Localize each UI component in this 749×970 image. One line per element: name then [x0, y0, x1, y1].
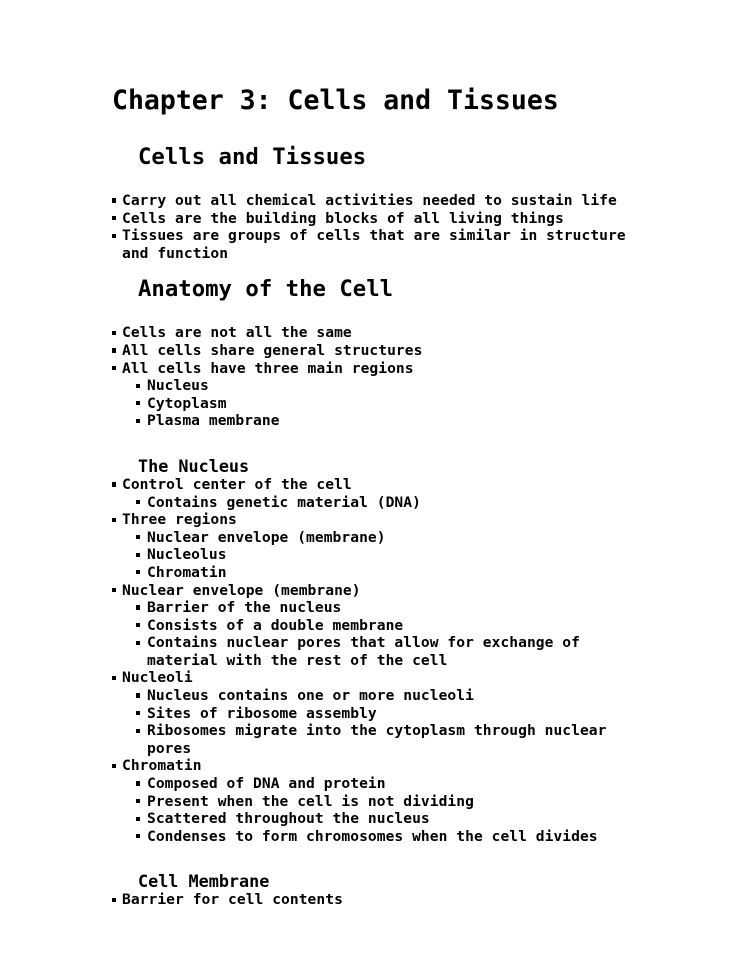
square-bullet-icon — [136, 693, 140, 697]
list-item-label: Composed of DNA and protein — [147, 775, 386, 793]
list-item — [147, 775, 637, 793]
list-item-label: Present when the cell is not dividing — [147, 792, 474, 810]
bullet-list-anatomy-of-the-cell — [0, 324, 749, 430]
list-item-label: Contains nuclear pores that allow for exchange of material with the rest of the cell — [147, 634, 580, 669]
square-bullet-icon — [136, 384, 140, 388]
square-bullet-icon — [112, 518, 116, 522]
square-bullet-icon — [112, 898, 116, 902]
list-item — [122, 476, 632, 494]
list-item-label: Cytoplasm — [147, 394, 227, 412]
list-item — [147, 687, 637, 705]
spacer — [0, 302, 749, 324]
list-item-label: Nucleus — [147, 377, 209, 395]
page-title: Chapter 3: Cells and Tissues — [112, 85, 559, 116]
subsection-heading-cell-membrane: Cell Membrane — [138, 871, 270, 892]
spacer — [0, 170, 749, 192]
list-item-label: Cells are not all the same — [122, 324, 352, 342]
list-item — [147, 599, 637, 617]
square-bullet-icon — [136, 781, 140, 785]
list-item — [147, 494, 637, 512]
list-item-label: Barrier for cell contents — [122, 891, 343, 909]
list-item-label: Condenses to form chromosomes when the cell divides — [147, 827, 598, 845]
spacer — [0, 116, 749, 130]
list-item — [147, 828, 637, 846]
list-item-label: Chromatin — [147, 563, 227, 581]
square-bullet-icon — [112, 348, 116, 352]
list-item — [147, 377, 637, 395]
list-item-label: Ribosomes migrate into the cytoplasm through nuclear pores — [147, 722, 607, 757]
list-item — [122, 324, 632, 342]
square-bullet-icon — [136, 729, 140, 733]
list-item-label: Nucleoli — [122, 669, 193, 687]
spacer — [0, 845, 749, 871]
list-item-label: All cells share general structures — [122, 341, 423, 359]
square-bullet-icon — [136, 605, 140, 609]
square-bullet-icon — [136, 817, 140, 821]
list-item — [122, 757, 632, 775]
list-item-label: Nuclear envelope (membrane) — [147, 528, 386, 546]
square-bullet-icon — [112, 482, 116, 486]
square-bullet-icon — [112, 764, 116, 768]
bullet-list-the-nucleus — [0, 476, 749, 845]
list-item-label: Tissues are groups of cells that are similar in structure and function — [122, 227, 626, 262]
section-heading-cells-and-tissues: Cells and Tissues — [138, 144, 367, 170]
list-item — [122, 227, 632, 262]
list-item — [147, 546, 637, 564]
square-bullet-icon — [112, 234, 116, 238]
list-item-label: Consists of a double membrane — [147, 616, 404, 634]
square-bullet-icon — [136, 419, 140, 423]
square-bullet-icon — [136, 834, 140, 838]
bullet-list-cell-membrane — [0, 891, 749, 909]
section-heading-anatomy-of-the-cell: Anatomy of the Cell — [138, 276, 394, 303]
list-item — [147, 793, 637, 811]
square-bullet-icon — [112, 366, 116, 370]
list-item — [122, 669, 632, 687]
list-item — [122, 210, 632, 228]
list-item — [147, 810, 637, 828]
square-bullet-icon — [136, 535, 140, 539]
list-item — [122, 342, 632, 360]
square-bullet-icon — [136, 401, 140, 405]
list-item-label: Barrier of the nucleus — [147, 599, 342, 617]
list-item-label: Nucleus contains one or more nucleoli — [147, 687, 474, 705]
list-item — [147, 705, 637, 723]
list-item — [147, 564, 637, 582]
list-item — [147, 722, 637, 757]
square-bullet-icon — [136, 711, 140, 715]
list-item — [147, 617, 637, 635]
list-item — [147, 395, 637, 413]
list-item — [147, 634, 637, 669]
square-bullet-icon — [112, 198, 116, 202]
bullet-list-cells-and-tissues — [0, 192, 749, 262]
list-item-label: Nucleolus — [147, 546, 227, 564]
square-bullet-icon — [136, 553, 140, 557]
square-bullet-icon — [136, 623, 140, 627]
square-bullet-icon — [112, 588, 116, 592]
list-item — [122, 360, 632, 378]
spacer — [0, 430, 749, 456]
list-item-label: Control center of the cell — [122, 475, 352, 493]
list-item — [147, 412, 637, 430]
list-item — [122, 511, 632, 529]
list-item-label: All cells have three main regions — [122, 359, 414, 377]
list-item-label: Carry out all chemical activities needed to sustain life — [122, 192, 617, 209]
square-bullet-icon — [136, 799, 140, 803]
subsection-heading-the-nucleus: The Nucleus — [138, 455, 250, 476]
square-bullet-icon — [112, 331, 116, 335]
square-bullet-icon — [136, 500, 140, 504]
list-item-label: Plasma membrane — [147, 412, 280, 430]
list-item-label: Scattered throughout the nucleus — [147, 810, 430, 828]
square-bullet-icon — [136, 570, 140, 574]
list-item-label: Contains genetic material (DNA) — [147, 493, 421, 511]
list-item — [122, 582, 632, 600]
list-item-label: Sites of ribosome assembly — [147, 704, 377, 722]
list-item — [122, 891, 632, 909]
square-bullet-icon — [112, 216, 116, 220]
list-item-label: Cells are the building blocks of all living things — [122, 209, 564, 227]
square-bullet-icon — [136, 641, 140, 645]
square-bullet-icon — [112, 676, 116, 680]
list-item-label: Chromatin — [122, 757, 202, 775]
list-item — [147, 529, 637, 547]
list-item — [122, 192, 632, 210]
list-item-label: Nuclear envelope (membrane) — [122, 581, 361, 599]
list-item-label: Three regions — [122, 511, 237, 529]
